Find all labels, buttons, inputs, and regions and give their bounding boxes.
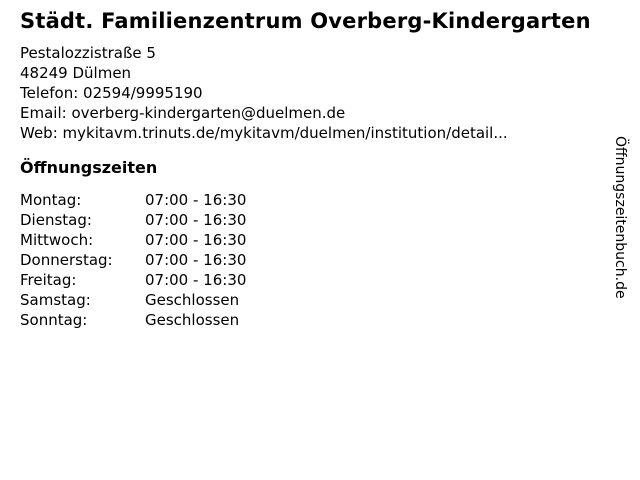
contact-web: Web: mykitavm.trinuts.de/mykitavm/duelmen/institution/detail... xyxy=(20,124,508,142)
hours-row-sunday xyxy=(20,310,640,330)
time-value: Geschlossen xyxy=(145,291,240,309)
opening-hours-heading: Öffnungszeiten xyxy=(20,158,158,177)
time-value: 07:00 - 16:30 xyxy=(145,211,247,229)
opening-hours-table xyxy=(20,190,640,330)
hours-row-wednesday xyxy=(20,230,640,250)
hours-row-tuesday xyxy=(20,210,640,230)
contact-street: Pestalozzistraße 5 xyxy=(20,44,156,62)
time-value: 07:00 - 16:30 xyxy=(145,251,247,269)
contact-city: 48249 Dülmen xyxy=(20,64,132,82)
time-value: Geschlossen xyxy=(145,311,240,329)
hours-row-thursday xyxy=(20,250,640,270)
day-label: Freitag: xyxy=(20,271,77,289)
contact-phone: Telefon: 02594/9995190 xyxy=(20,84,203,102)
day-label: Dienstag: xyxy=(20,211,92,229)
day-label: Mittwoch: xyxy=(20,231,94,249)
hours-row-friday xyxy=(20,270,640,290)
day-label: Montag: xyxy=(20,191,82,209)
day-label: Sonntag: xyxy=(20,311,88,329)
day-label: Samstag: xyxy=(20,291,91,309)
page-title: Städt. Familienzentrum Overberg-Kindergarten xyxy=(20,9,591,33)
contact-block xyxy=(20,43,640,143)
time-value: 07:00 - 16:30 xyxy=(145,271,247,289)
contact-email: Email: overberg-kindergarten@duelmen.de xyxy=(20,104,346,122)
day-label: Donnerstag: xyxy=(20,251,113,269)
time-value: 07:00 - 16:30 xyxy=(145,231,247,249)
hours-row-monday xyxy=(20,190,640,210)
watermark-vertical-text: Öffnungszeitenbuch.de xyxy=(612,136,628,299)
hours-row-saturday xyxy=(20,290,640,310)
time-value: 07:00 - 16:30 xyxy=(145,191,247,209)
